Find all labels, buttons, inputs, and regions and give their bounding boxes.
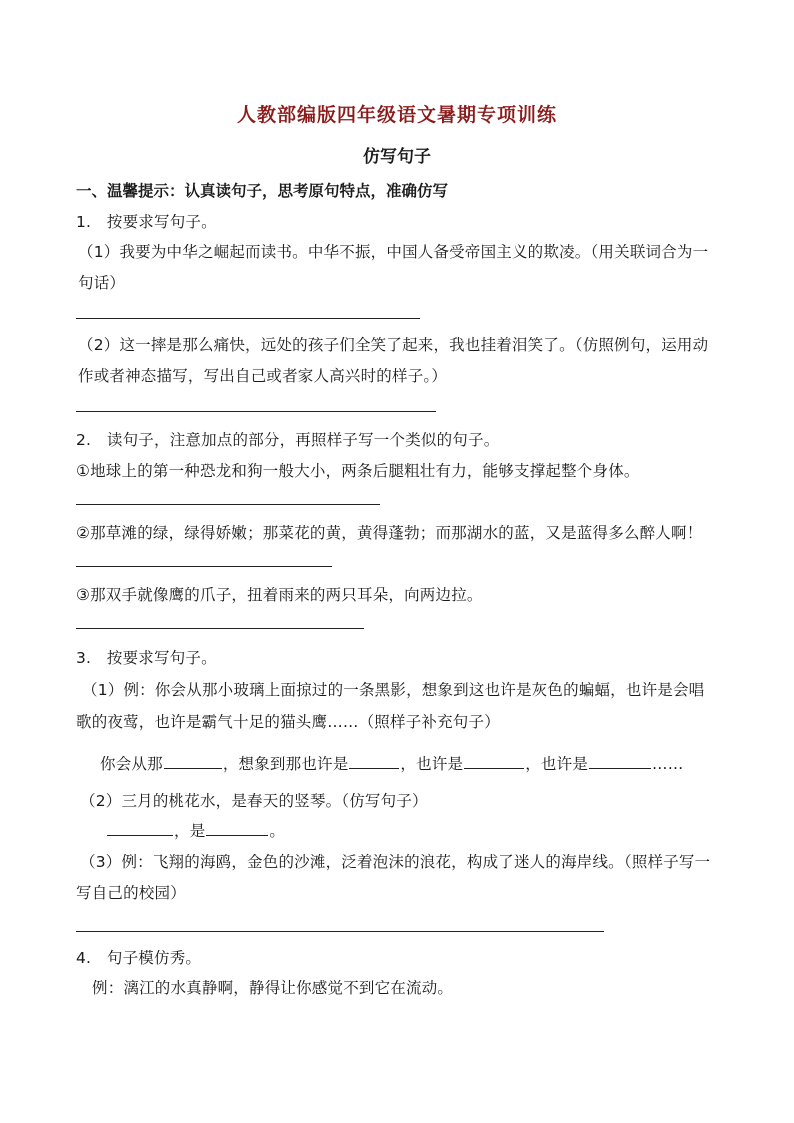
fill1-blank-1[interactable] — [164, 753, 222, 769]
q1-part1-line2: 句话） — [78, 274, 126, 292]
q1-part2-line1: （2）这一摔是那么痛快，远处的孩子们全笑了起来，我也挂着泪笑了。（仿照例句，运用动 — [78, 336, 709, 354]
q3-part2-line1: （2）三月的桃花水，是春天的竖琴。（仿写句子） — [80, 792, 428, 810]
q2-item1-answer-line[interactable] — [76, 504, 380, 505]
q3-part3-line1: （3）例：飞翔的海鸥，金色的沙滩，泛着泡沫的浪花，构成了迷人的海岸线。（照样子写一 — [80, 853, 711, 871]
fill1-text-d: ，也许是 — [525, 755, 589, 773]
fill2-blank-2[interactable] — [206, 820, 268, 836]
q1-label: 1. 按要求写句子。 — [76, 213, 217, 231]
document-subtitle: 仿写句子 — [363, 147, 431, 167]
q3-part1-line2: 歌的夜莺，也许是霸气十足的猫头鹰……（照样子补充句子） — [76, 713, 500, 731]
fill1-text-b: ，想象到那也许是 — [222, 755, 349, 773]
fill1-text-e: …… — [652, 755, 684, 773]
fill1-blank-2[interactable] — [349, 753, 399, 769]
q4-example: 例：漓江的水真静啊，静得让你感觉不到它在流动。 — [92, 979, 454, 997]
q4-label: 4. 句子模仿秀。 — [76, 949, 202, 967]
q3-part3-answer-line[interactable] — [76, 931, 604, 932]
q3-part1-line1: （1）例：你会从那小玻璃上面掠过的一条黑影，想象到这也许是灰色的蝙蝠，也许是会唱 — [82, 681, 705, 699]
fill1-text-a: 你会从那 — [100, 755, 163, 773]
fill1-text-c: ，也许是 — [400, 755, 464, 773]
q3-label: 3. 按要求写句子。 — [76, 649, 217, 667]
fill1-blank-4[interactable] — [589, 753, 651, 769]
section-heading: 一、温馨提示：认真读句子，思考原句特点，准确仿写 — [76, 182, 449, 200]
fill1-blank-3[interactable] — [464, 753, 524, 769]
q2-item3: ③那双手就像鹰的爪子，扭着雨来的两只耳朵，向两边拉。 — [76, 586, 483, 604]
q3-part1-fill-sentence — [100, 752, 683, 774]
q2-item2: ②那草滩的绿，绿得娇嫩；那菜花的黄，黄得蓬勃；而那湖水的蓝，又是蓝得多么醉人啊！ — [76, 524, 703, 542]
q2-item2-answer-line[interactable] — [76, 566, 332, 567]
q3-part2-fill-sentence — [106, 819, 285, 841]
q1-part1-line1: （1）我要为中华之崛起而读书。中华不振，中国人备受帝国主义的欺凌。（用关联词合为一 — [78, 243, 709, 261]
q2-item3-answer-line[interactable] — [76, 628, 364, 629]
fill2-text-b: 。 — [269, 822, 286, 840]
q1-part2-answer-line[interactable] — [76, 411, 436, 412]
q3-part3-line2: 写自己的校园） — [76, 884, 186, 902]
fill2-text-a: ，是 — [174, 822, 206, 840]
q1-part1-answer-line[interactable] — [76, 318, 420, 319]
fill2-blank-1[interactable] — [107, 820, 173, 836]
q2-item1: ①地球上的第一种恐龙和狗一般大小，两条后腿粗壮有力，能够支撑起整个身体。 — [76, 462, 640, 480]
document-title: 人教部编版四年级语文暑期专项训练 — [236, 104, 557, 126]
q2-label: 2. 读句子，注意加点的部分，再照样子写一个类似的句子。 — [76, 431, 500, 449]
q1-part2-line2: 作或者神态描写，写出自己或者家人高兴时的样子。） — [78, 367, 448, 385]
